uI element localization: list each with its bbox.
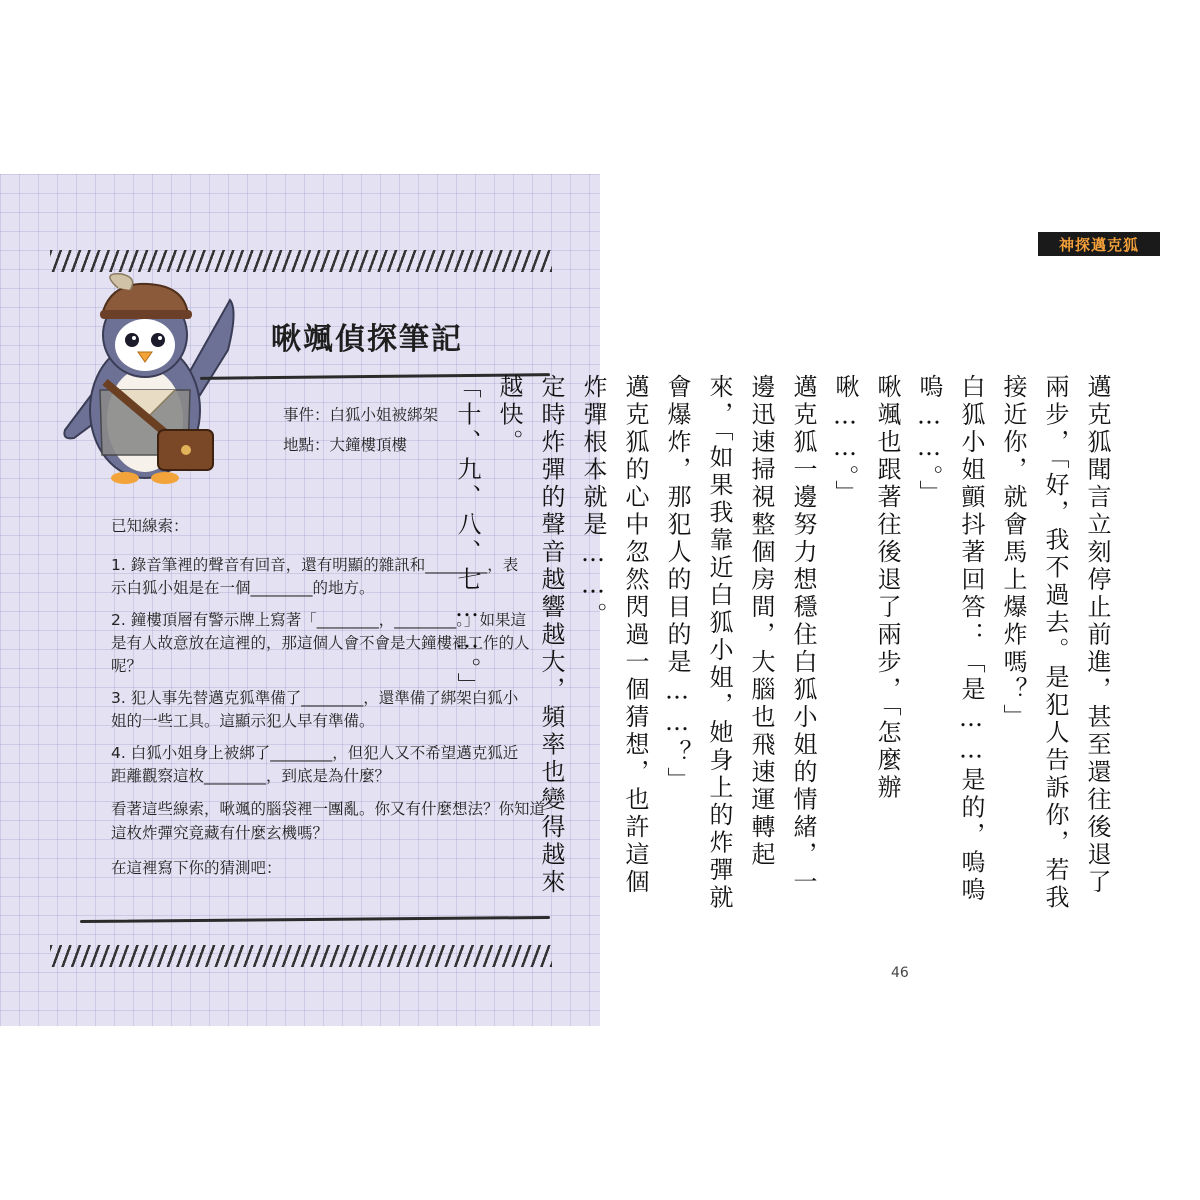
story-page [453,174,1200,1026]
bottom-hatch-divider [50,945,552,967]
story-paragraph: 白狐小姐顫抖著回答：「是……是的，嗚嗚嗚……。」 [915,374,985,905]
place-label: 地點：大鐘樓頂樓 [283,436,408,454]
clue-item: 1. 錄音筆裡的聲音有回音，還有明顯的雜訊和________，表示白狐小姐是在一個________的地方。 [111,556,519,597]
story-paragraph: 邁克狐一邊努力想穩住白狐小姐的情緒，一邊迅速掃視整個房間，大腦也飛速運轉起來，「如果我靠近白狐小姐，她身上的炸彈就會爆炸，那犯人的目的是……？」 [663,374,817,912]
clue-item: 3. 犯人事先替邁克狐準備了________，還準備了綁架白狐小姐的一些工具。這顯示犯人早有準備。 [111,689,519,730]
clue-item: 2. 鐘樓頂層有警示牌上寫著「________，________。」如果這是有人故意放在這裡的，那這個人會不會是大鐘樓裡工作的人呢？ [111,611,530,675]
penguin-detective-illustration [60,270,235,494]
guess-prompt: 在這裡寫下你的猜測吧： [111,859,282,877]
clues-heading: 已知線索： [111,517,189,535]
story-paragraph: 「十、九、八、七……。」 [453,374,481,700]
case-label: 事件：白狐小姐被綁架 [283,406,439,424]
story-paragraph: 邁克狐聞言立刻停止前進，甚至還往後退了兩步，「好，我不過去。是犯人告訴你，若我接近你，就會馬上爆炸嗎？」 [999,374,1111,912]
closing-paragraph: 看著這些線索，啾颯的腦袋裡一團亂。你又有什麼想法？你知道這枚炸彈究竟藏有什麼玄機嗎？ [111,800,546,842]
story-paragraph: 邁克狐的心中忽然閃過一個猜想，也許這個炸彈根本就是……。 [579,374,649,897]
clue-item: 4. 白狐小姐身上被綁了________，但犯人又不希望邁克狐近距離觀察這枚________，到底是為什麼？ [111,744,519,785]
top-hatch-divider [50,250,552,272]
answer-line [80,916,550,923]
story-text [446,374,1118,914]
story-paragraph: 定時炸彈的聲音越響越大，頻率也變得越來越快。 [495,374,565,897]
page-title: 啾颯偵探筆記 [271,322,463,357]
story-paragraph: 啾颯也跟著往後退了兩步，「怎麼辦啾……。」 [831,374,901,802]
series-title-badge: 神探邁克狐 [1038,232,1160,256]
page-number: 46 [891,965,909,981]
